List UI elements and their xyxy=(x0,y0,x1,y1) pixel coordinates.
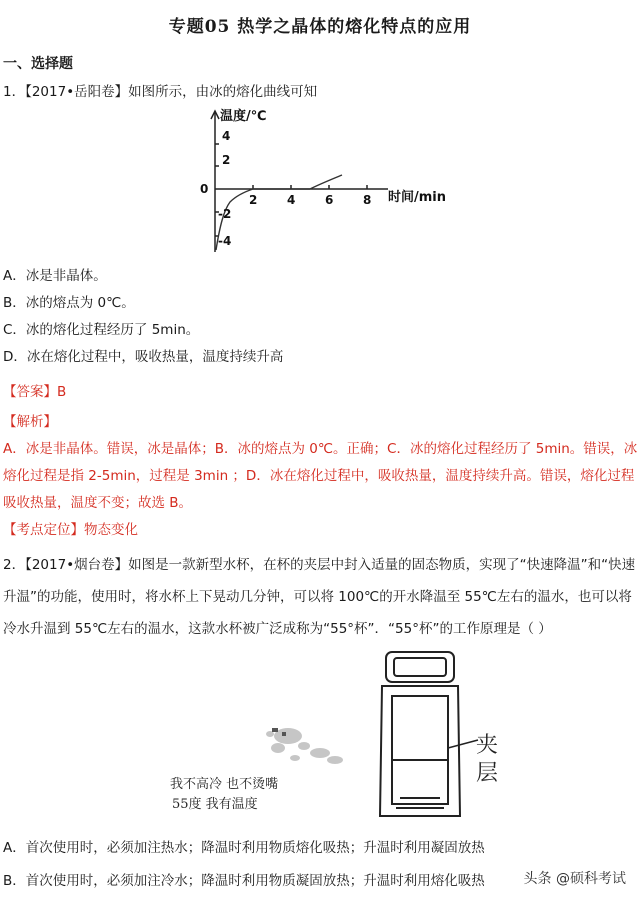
cup-outline xyxy=(380,652,460,816)
q2-stem-line: 冷水升温到 55℃左右的温水，这款水杯被广泛成称为“55°杯”．“55°杯”的工作原理是（ ） xyxy=(3,621,552,637)
x-tick-label: 2 xyxy=(249,193,258,207)
q1-option-c: C．冰的熔化过程经历了 5min。 xyxy=(3,322,200,338)
y-tick-label: -2 xyxy=(218,207,232,221)
y-tick-label: 2 xyxy=(222,153,231,167)
y-axis-label: 温度/℃ xyxy=(220,109,267,124)
x-tick-label: 6 xyxy=(325,193,334,207)
page-title: 专题05 热学之晶体的熔化特点的应用 xyxy=(168,17,472,37)
section-heading: 一、选择题 xyxy=(3,56,73,72)
y-tick-label: -4 xyxy=(218,234,232,248)
melting-curve xyxy=(216,175,342,250)
q1-stem: 1．【2017•岳阳卷】如图所示，由冰的熔化曲线可知 xyxy=(3,84,318,100)
watermark: 头条 @硕科考试 xyxy=(523,871,626,887)
q1-answer: 【答案】B xyxy=(3,384,67,400)
q1-analysis-line: 吸收热量，温度不变；故选 B。 xyxy=(3,495,193,511)
q1-option-b: B．冰的熔点为 0℃。 xyxy=(3,295,135,311)
slogan-line: 我不高冷 也不烫嘴 xyxy=(170,777,279,792)
q1-analysis-label: 【解析】 xyxy=(3,414,57,430)
q1-option-d: D．冰在熔化过程中，吸收热量，温度持续升高 xyxy=(3,349,284,365)
origin-label: 0 xyxy=(200,182,209,196)
q2-option-a: A．首次使用时，必须加注热水；降温时利用物质熔化吸热；升温时利用凝固放热 xyxy=(3,840,485,856)
q1-analysis-line: 熔化过程是指 2-5min，过程是 3min ；D．冰在熔化过程中，吸收热量，温度持续升高。错误，熔化过程 xyxy=(3,468,635,484)
q1-analysis-line: A．冰是非晶体。错误，冰是晶体；B．冰的熔点为 0℃。正确；C．冰的熔化过程经历了 5min。错误，冰 xyxy=(3,441,638,457)
q2-stem-line: 升温”的功能，使用时，将水杯上下晃动几分钟，可以将 100℃的开水降温至 55℃左右的温水，也可以将 xyxy=(3,589,632,605)
q1-option-a: A．冰是非晶体。 xyxy=(3,268,107,284)
splash-sketch xyxy=(266,728,343,764)
layer-label: 夹 xyxy=(476,733,499,758)
q2-stem-line: 2．【2017•烟台卷】如图是一款新型水杯，在杯的夹层中封入适量的固态物质，实现了“快速降温”和“快速 xyxy=(3,557,636,573)
x-tick-label: 4 xyxy=(287,193,296,207)
y-tick-label: 4 xyxy=(222,129,231,143)
melting-curve-graph xyxy=(190,100,470,260)
cup-illustration xyxy=(160,648,520,828)
x-axis-label: 时间/min xyxy=(388,190,447,205)
q1-topic: 【考点定位】物态变化 xyxy=(3,522,138,538)
q2-option-b: B．首次使用时，必须加注冷水；降温时利用物质凝固放热；升温时利用熔化吸热 xyxy=(3,873,485,889)
slogan-line: 55度 我有温度 xyxy=(172,797,258,812)
layer-label: 层 xyxy=(476,761,499,786)
x-tick-label: 8 xyxy=(363,193,372,207)
